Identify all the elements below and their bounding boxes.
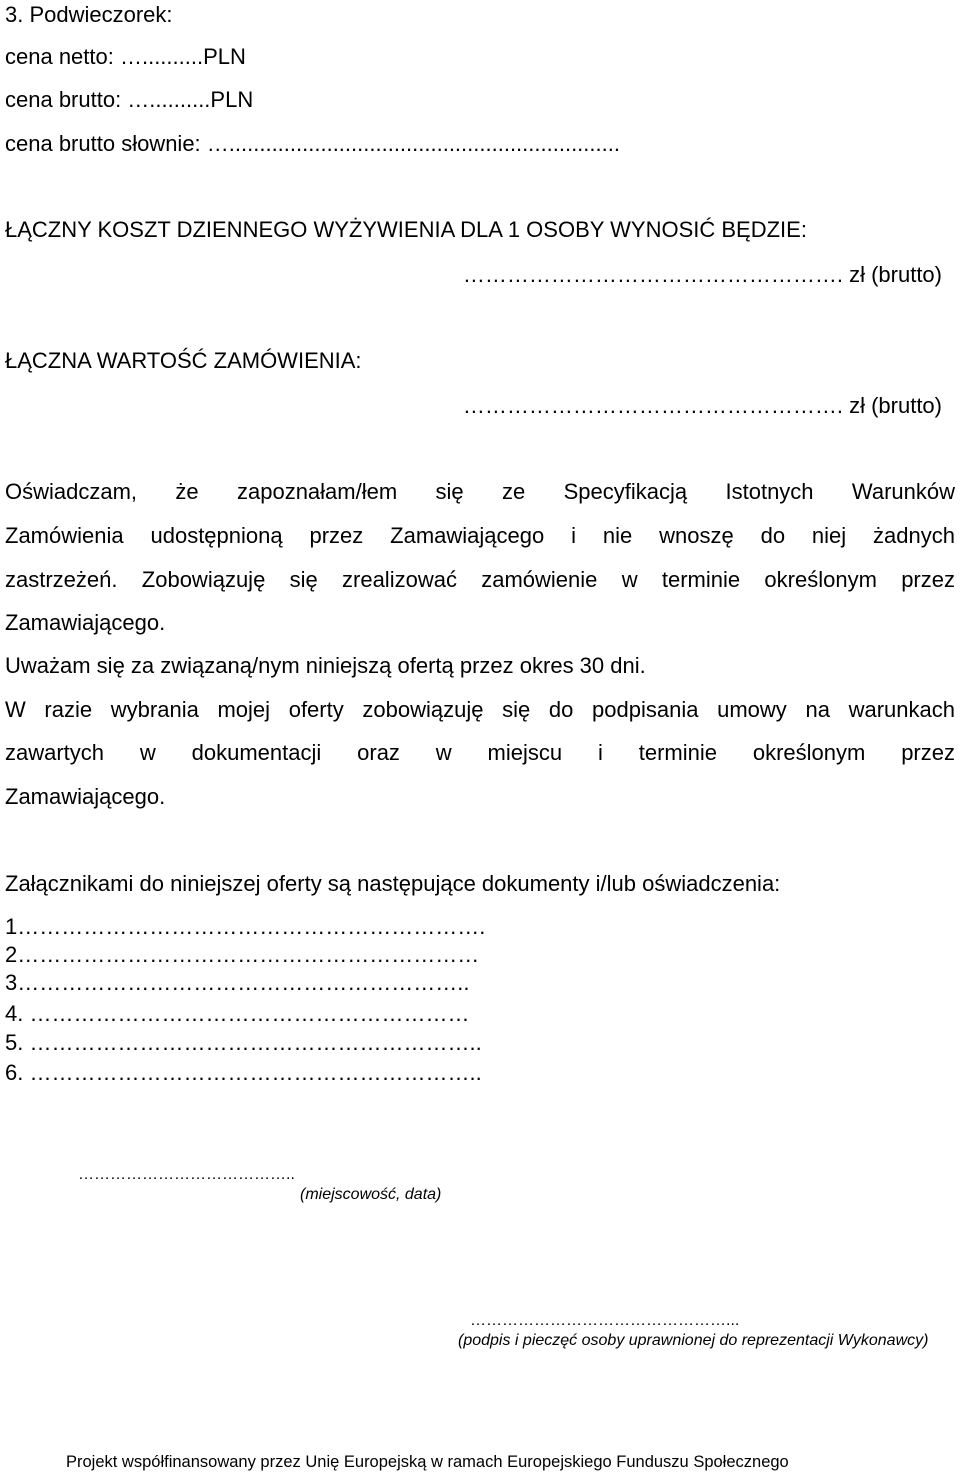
attachment-item: 2……………………………………………………… [5,942,480,967]
attachment-item: 1………………………………………………………. [5,914,486,939]
attachment-item: 3…………………………………………………….. [5,970,470,995]
total-value-value: ……………………………………………. zł (brutto) [462,393,942,418]
daily-cost-value: ……………………………………………. zł (brutto) [462,262,942,287]
net-price-line: cena netto: …..........PLN [5,44,246,69]
section-heading: 3. Podwieczorek: [5,2,173,27]
attachment-item: 4. …………………………………………………… [5,1001,470,1026]
declaration-line: Zamawiającego. [5,610,166,635]
gross-price-line: cena brutto: …..........PLN [5,87,254,112]
attachment-item: 5. …………………………………………………….. [5,1030,482,1055]
declaration-line: Zamówienia udostępnioną przez Zamawiającego i nie wnoszę do niej żadnych [5,523,955,548]
place-date-caption: (miejscowość, data) [300,1186,442,1203]
declaration-line: zastrzeżeń. Zobowiązuję się zrealizować zamówienie w terminie określonym przez [5,567,955,592]
contract-declaration-line: W razie wybrania mojej oferty zobowiązuję się do podpisania umowy na warunkach [5,697,955,722]
attachment-item: 6. …………………………………………………….. [5,1060,482,1085]
page-footer: Projekt współfinansowany przez Unię Europejską w ramach Europejskiego Funduszu Społecznego [66,1453,789,1471]
daily-cost-label: ŁĄCZNY KOSZT DZIENNEGO WYŻYWIENIA DLA 1 OSOBY WYNOSIĆ BĘDZIE: [5,217,807,242]
gross-price-words-line: cena brutto słownie: …................................................................ [5,131,620,156]
signature-dots: …………………………………………... [470,1312,740,1329]
attachments-label: Załącznikami do niniejszej oferty są następujące dokumenty i/lub oświadczenia: [5,871,781,896]
total-value-label: ŁĄCZNA WARTOŚĆ ZAMÓWIENIA: [5,348,362,373]
declaration-line: Oświadczam, że zapoznałam/łem się ze Specyfikacją Istotnych Warunków [5,479,955,504]
place-date-dots: ………………………………….. [78,1166,295,1183]
contract-declaration-line: zawartych w dokumentacji oraz w miejscu i terminie określonym przez [5,740,955,765]
signature-caption: (podpis i pieczęć osoby uprawnionej do reprezentacji Wykonawcy) [458,1332,929,1349]
validity-declaration: Uważam się za związaną/nym niniejszą ofertą przez okres 30 dni. [5,653,646,678]
contract-declaration-line: Zamawiającego. [5,784,166,809]
